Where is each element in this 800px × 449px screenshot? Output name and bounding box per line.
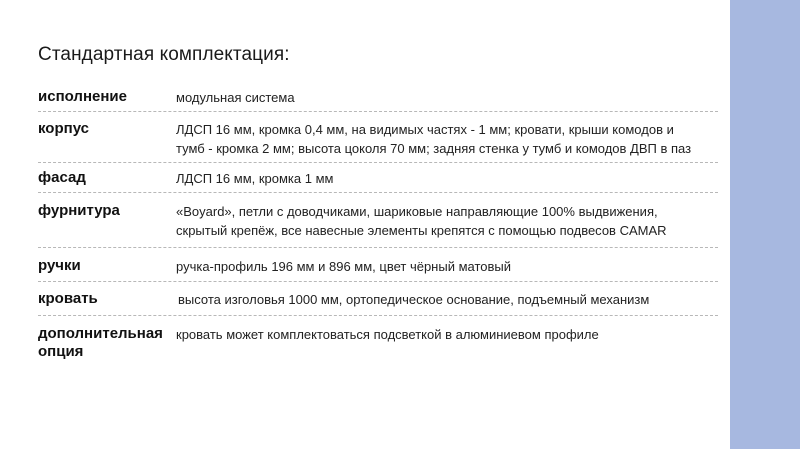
spec-label: корпус <box>38 120 90 137</box>
spec-label: фасад <box>38 169 86 186</box>
spec-value: высота изголовья 1000 мм, ортопедическое основание, подъемный механизм <box>178 292 650 307</box>
spec-row-korpus <box>38 112 718 163</box>
spec-label: исполнение <box>38 88 127 105</box>
spec-label: кровать <box>38 290 98 307</box>
spec-row-dopolnitelnaya-opciya <box>38 316 718 376</box>
spec-label <box>38 325 176 361</box>
spec-row-ruchki <box>38 248 718 282</box>
spec-value-line: тумб - кромка 2 мм; высота цоколя 70 мм; задняя стенка у тумб и комодов ДВП в паз <box>176 141 692 156</box>
spec-value-line: ЛДСП 16 мм, кромка 0,4 мм, на видимых частях - 1 мм; кровати, крыши комодов и <box>176 122 674 137</box>
spec-row-krovat <box>38 282 718 316</box>
spec-value: кровать может комплектоваться подсветкой в алюминиевом профиле <box>176 327 599 342</box>
spec-label-line: дополнительная <box>38 325 163 342</box>
spec-table <box>38 84 718 376</box>
spec-label: фурнитура <box>38 202 120 219</box>
spec-value <box>176 120 718 158</box>
spec-label-line: опция <box>38 343 84 360</box>
page-title: Стандартная комплектация: <box>38 44 290 65</box>
spec-value: ручка-профиль 196 мм и 896 мм, цвет чёрный матовый <box>176 259 512 274</box>
spec-row-fasad <box>38 163 718 193</box>
spec-value: ЛДСП 16 мм, кромка 1 мм <box>176 171 334 186</box>
spec-label: ручки <box>38 257 81 274</box>
spec-value <box>176 202 718 240</box>
spec-row-furnitura <box>38 193 718 248</box>
spec-row-ispolnenie <box>38 84 718 112</box>
decorative-side-bar <box>730 0 800 449</box>
spec-value-line: скрытый крепёж, все навесные элементы крепятся с помощью подвесов CAMAR <box>176 223 667 238</box>
spec-value: модульная система <box>176 90 295 105</box>
spec-value-line: «Boyard», петли с доводчиками, шариковые направляющие 100% выдвижения, <box>176 204 658 219</box>
